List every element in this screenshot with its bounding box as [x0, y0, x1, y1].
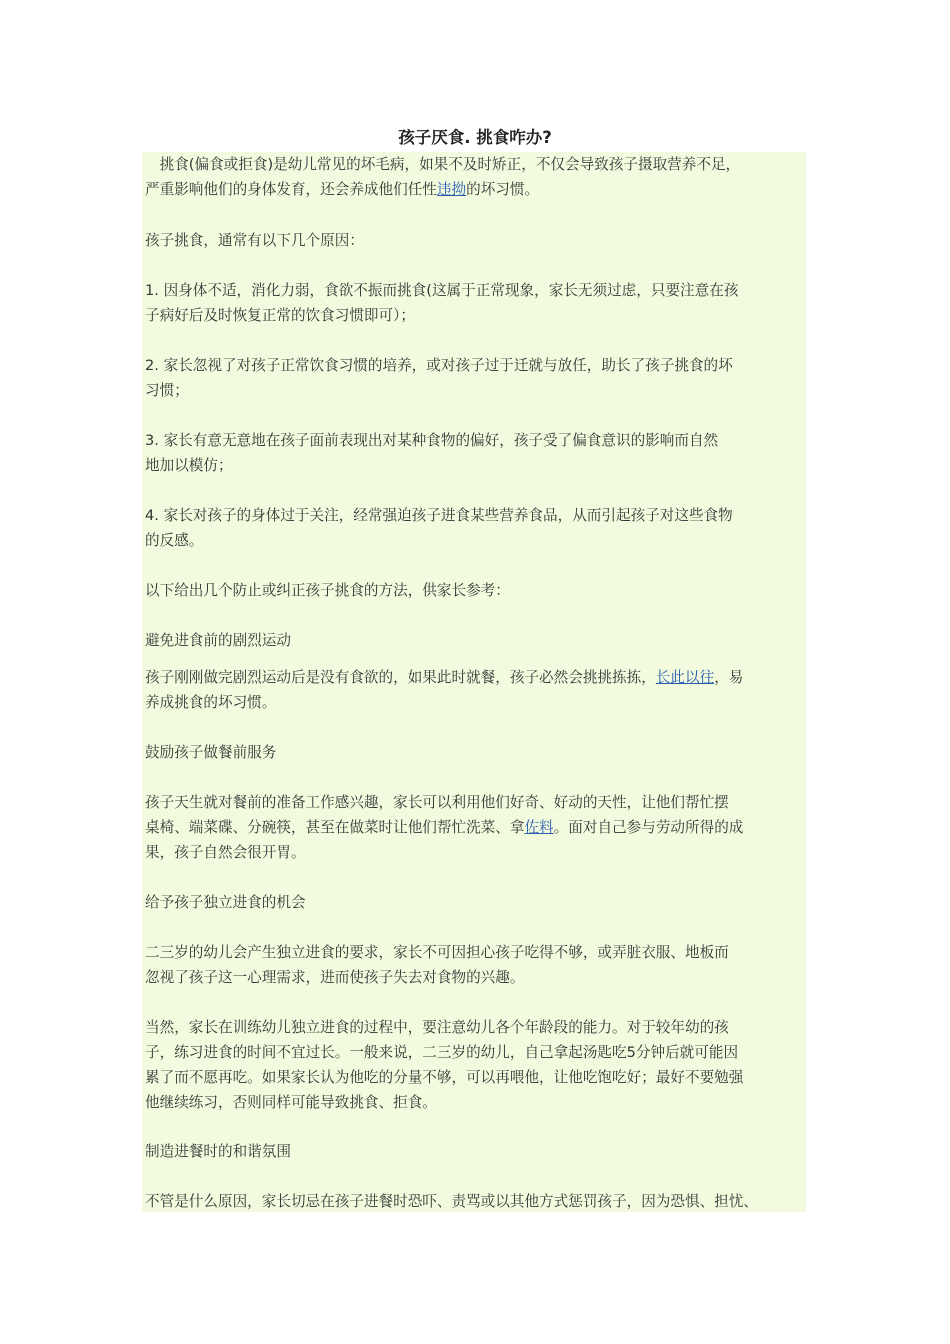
section-2-text-end: 。面对自己参与劳动所得的成: [553, 819, 744, 836]
section-heading-2: 鼓励孩子做餐前服务: [145, 744, 277, 761]
reason-3-line-2: 地加以模仿；: [145, 457, 233, 474]
section-1-line-2: 养成挑食的坏习惯。: [145, 694, 277, 711]
intro-text-end: 的坏习惯。: [466, 181, 540, 198]
section-3-line-1: 二三岁的幼儿会产生独立进食的要求，家长不可因担心孩子吃得不够，或弄脏衣服、地板而: [145, 944, 729, 961]
section-heading-4: 制造进餐时的和谐氛围: [145, 1143, 291, 1160]
section-1-line-1: [142, 665, 806, 690]
reason-4-line-2: 的反感。: [145, 532, 204, 549]
intro-line-1: 挑食(偏食或拒食)是幼儿常见的坏毛病，如果不及时矫正，不仅会导致孩子摄取营养不足，: [145, 156, 741, 173]
section-3b-line-1: 当然，家长在训练幼儿独立进食的过程中，要注意幼儿各个年龄段的能力。对于较年幼的孩: [145, 1019, 729, 1036]
link-zuoliao[interactable]: 佐料: [524, 819, 554, 836]
section-1-text-end: ，易: [714, 669, 744, 686]
section-3b-line-4: 他继续练习，否则同样可能导致挑食、拒食。: [145, 1094, 437, 1111]
reason-1-line-1: 1. 因身体不适，消化力弱，食欲不振而挑食(这属于正常现象，家长无须过虑，只要注意在孩: [145, 282, 739, 299]
reason-2-line-2: 习惯；: [145, 382, 189, 399]
link-weiniu[interactable]: 违拗: [436, 181, 467, 198]
methods-intro: 以下给出几个防止或纠正孩子挑食的方法，供家长参考：: [145, 582, 510, 599]
document-title: 孩子厌食. 挑食咋办?: [398, 128, 552, 147]
reason-4-line-1: 4. 家长对孩子的身体过于关注，经常强迫孩子进食某些营养食品，从而引起孩子对这些食物: [145, 507, 733, 524]
reason-1-line-2: 子病好后及时恢复正常的饮食习惯即可）；: [145, 307, 415, 324]
article-body: [142, 152, 806, 1212]
section-heading-1: 避免进食前的剧烈运动: [145, 632, 291, 649]
section-2-text: 桌椅、端菜碟、分碗筷，甚至在做菜时让他们帮忙洗菜、拿: [145, 819, 525, 836]
section-1-text: 孩子刚刚做完剧烈运动后是没有食欲的，如果此时就餐，孩子必然会挑挑拣拣，: [145, 669, 656, 686]
reason-3-line-1: 3. 家长有意无意地在孩子面前表现出对某种食物的偏好，孩子受了偏食意识的影响而自然: [145, 432, 719, 449]
section-3b-line-2: 子，练习进食的时间不宜过长。一般来说，二三岁的幼儿，自己拿起汤匙吃5分钟后就可能因: [145, 1044, 739, 1061]
section-4-line-1: 不管是什么原因，家长切忌在孩子进餐时恐吓、责骂或以其他方式惩罚孩子，因为恐惧、担忧、: [145, 1193, 758, 1210]
intro-text: 严重影响他们的身体发育，还会养成他们任性: [145, 181, 437, 198]
reason-2-line-1: 2. 家长忽视了对孩子正常饮食习惯的培养，或对孩子过于迁就与放任，助长了孩子挑食的坏: [145, 357, 733, 374]
section-heading-3: 给予孩子独立进食的机会: [145, 894, 306, 911]
link-changciyiwang[interactable]: 长此以往: [655, 669, 715, 686]
intro-line-2: [142, 177, 806, 202]
section-2-line-3: 果，孩子自然会很开胃。: [145, 844, 306, 861]
section-2-line-2: [142, 815, 806, 840]
section-3-line-2: 忽视了孩子这一心理需求，进而使孩子失去对食物的兴趣。: [145, 969, 525, 986]
section-2-line-1: 孩子天生就对餐前的准备工作感兴趣，家长可以利用他们好奇、好动的天性，让他们帮忙摆: [145, 794, 729, 811]
reasons-intro: 孩子挑食，通常有以下几个原因：: [145, 232, 364, 249]
section-3b-line-3: 累了而不愿再吃。如果家长认为他吃的分量不够，可以再喂他，让他吃饱吃好；最好不要勉强: [145, 1069, 744, 1086]
